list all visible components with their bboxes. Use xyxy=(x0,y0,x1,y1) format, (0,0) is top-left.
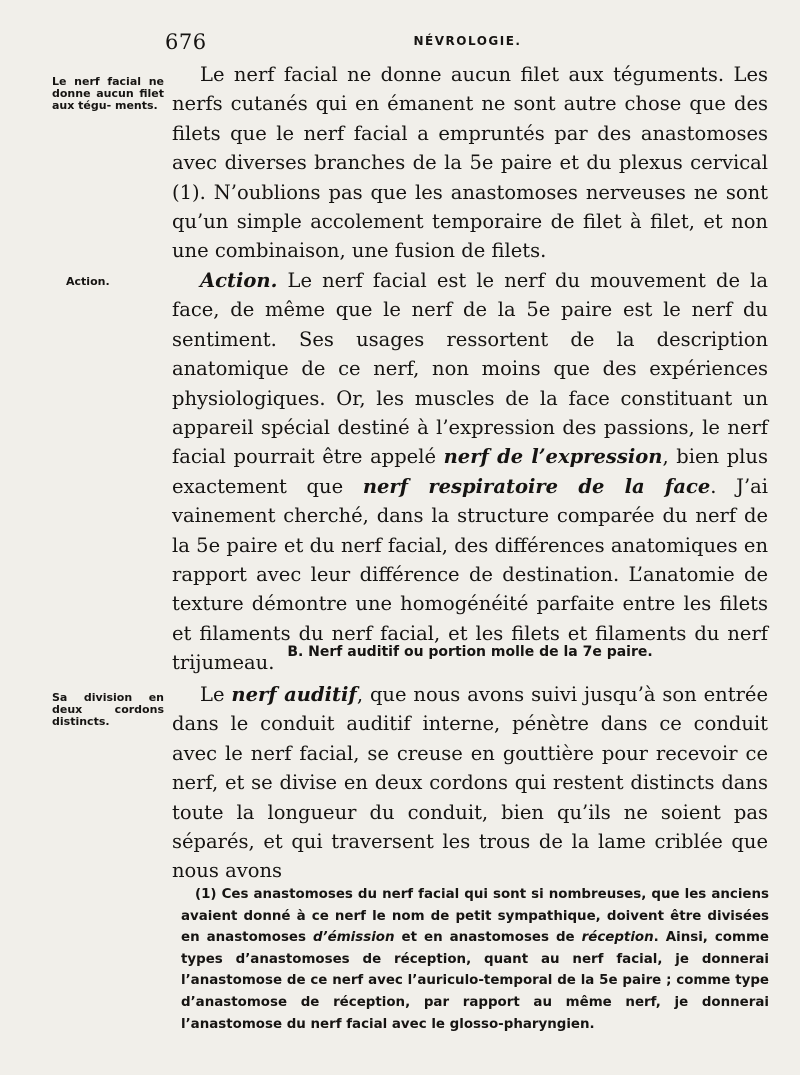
text-run: Le xyxy=(200,683,232,706)
action-lead: Action. xyxy=(200,269,278,292)
margin-note-division: Sa division en deux cordons distincts. xyxy=(52,691,164,728)
paragraph-text xyxy=(172,680,768,886)
margin-note-facial-teguments: Le nerf facial ne donne aucun filet aux tégu- ments. xyxy=(52,75,164,112)
text-run: . Ainsi, comme types d’anastomoses de réception, quant au nerf facial, je donnerai l’anastomose de ce nerf avec l’auriculo-temporal de la 5e paire ; comme type d’anastomose de réception, par rapport au même nerf, je donnerai l’anastomose du nerf facial avec le glosso-pharyngien. xyxy=(181,930,769,1032)
text-run: (1) Ces anastomoses du nerf facial qui sont si nombreuses, que les anciens avaient donné à ce nerf le nom de petit sympathique, doivent être divisées en anastomoses xyxy=(181,887,769,946)
page-header xyxy=(165,28,770,56)
text-run: et en anastomoses de xyxy=(394,930,582,946)
text-run: , que nous avons suivi jusqu’à son entrée dans le conduit auditif interne, pénètre dans ce conduit avec le nerf facial, se creuse en gouttière pour recevoir ce nerf, et se divise en deux cordons qui restent distincts dans toute la longueur du conduit, bien qu’ils ne soient pas séparés, et qui traversent les trous de la lame criblée que nous avons xyxy=(172,683,768,883)
italic-term: d’émission xyxy=(312,930,395,946)
footnote-text xyxy=(181,884,769,1035)
running-title: NÉVROLOGIE. xyxy=(413,34,522,48)
paragraph-text: Le nerf facial ne donne aucun filet aux téguments. Les nerfs cutanés qui en émanent ne sont autre chose que des filets que le nerf facial a empruntés par des anastomoses avec diverses branches de la 5e paire et du plexus cervical (1). N’oublions pas que les anastomoses nerveuses ne sont qu’un simple accolement temporaire de filet à filet, et non une combinaison, une fusion de filets. xyxy=(172,63,768,263)
page-number: 676 xyxy=(165,30,207,54)
text-run: , bien plus exactement que xyxy=(172,445,768,498)
paragraph-auditif xyxy=(172,680,768,886)
paragraph-text xyxy=(172,266,768,678)
footnote xyxy=(181,884,769,1035)
text-run: . J’ai vainement cherché, dans la structure comparée du nerf de la 5e paire et du nerf facial, des différences anatomiques en rapport avec leur différence de destination. L’anatomie de texture démontre une homogénéité parfaite entre les filets et filaments du nerf facial, et les filets et filaments du nerf trijumeau. xyxy=(172,474,769,675)
text-run: Le nerf facial est le nerf du mouvement de la face, de même que le nerf de la 5e paire est le nerf du sentiment. Ses usages ressortent de la description anatomique de ce nerf, non moins que des expériences physiologiques. Or, les muscles de la face constituant un appareil spécial destiné à l’expression des passions, le nerf facial pourrait être appelé xyxy=(172,269,768,469)
paragraph-facial-teguments xyxy=(172,60,768,266)
paragraph-action xyxy=(172,266,768,678)
italic-term: nerf auditif xyxy=(231,683,357,706)
italic-term: réception xyxy=(581,930,654,946)
margin-note-action: Action. xyxy=(66,275,110,288)
italic-term: nerf respiratoire de la face xyxy=(362,474,711,498)
section-heading: B. Nerf auditif ou portion molle de la 7e paire. xyxy=(287,644,653,660)
italic-term: nerf de l’expression xyxy=(443,445,663,469)
